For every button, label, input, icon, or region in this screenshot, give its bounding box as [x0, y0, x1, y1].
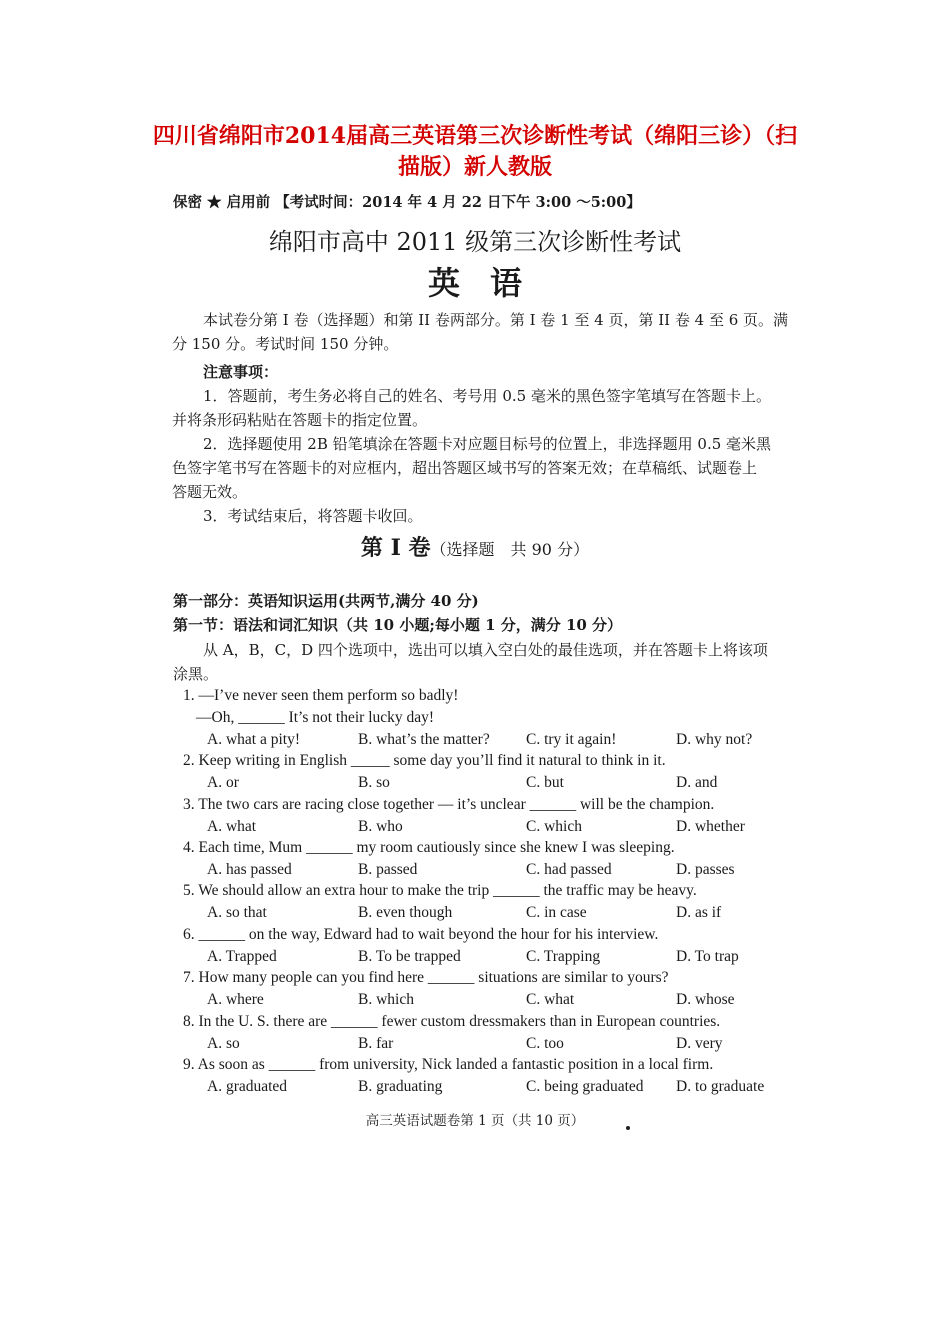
- option-a: A. Trapped: [207, 948, 277, 965]
- option-c: C. what: [526, 991, 575, 1008]
- option-a: A. what a pity!: [207, 731, 300, 748]
- option-c: C. try it again!: [526, 731, 617, 748]
- option-a: A. graduated: [207, 1078, 288, 1095]
- option-b: B. who: [358, 818, 403, 835]
- section1-heading: 第一节：语法和词汇知识（共 10 小题;每小题 1 分，满分 10 分）: [173, 616, 623, 634]
- option-b: B. what’s the matter?: [358, 731, 490, 748]
- question-stem: 8. In the U. S. there are ______ fewer custom dressmakers than in European countries.: [183, 1013, 721, 1030]
- scan-speck: [626, 1126, 630, 1130]
- option-c: C. but: [526, 774, 564, 791]
- part1-heading: 第一部分：英语知识运用(共两节,满分 40 分): [173, 592, 479, 610]
- option-a: A. what: [207, 818, 257, 835]
- option-d: D. and: [676, 774, 718, 791]
- document-title: [130, 121, 820, 183]
- notice-heading: 注意事项：: [203, 363, 279, 381]
- subject-heading: 英语: [427, 264, 552, 302]
- notice-item: 1．答题前，考生务必将自己的姓名、考号用 0.5 毫米的黑色签字笔填写在答题卡上。: [203, 387, 771, 405]
- option-c: C. being graduated: [526, 1078, 644, 1095]
- option-c: C. too: [526, 1035, 564, 1052]
- volume-heading: [0, 531, 950, 562]
- volume-label: 第 I 卷: [360, 535, 431, 561]
- question-stem: 4. Each time, Mum ______ my room cautiously since she knew I was sleeping.: [183, 839, 675, 856]
- option-c: C. Trapping: [526, 948, 601, 965]
- question-stem: 5. We should allow an extra hour to make the trip ______ the traffic may be heavy.: [183, 882, 697, 899]
- notice-item: 3．考试结束后，将答题卡收回。: [203, 507, 423, 525]
- option-b: B. passed: [358, 861, 418, 878]
- question-stem: 9. As soon as ______ from university, Nick landed a fantastic position in a local firm.: [183, 1056, 714, 1073]
- question-stem: 7. How many people can you find here ______ situations are similar to yours?: [183, 969, 669, 986]
- option-d: D. passes: [676, 861, 735, 878]
- notice-item: 答题无效。: [172, 483, 248, 501]
- page-footer: 高三英语试题卷第 1 页（共 10 页）: [365, 1113, 585, 1129]
- question-stem: 2. Keep writing in English _____ some day you’ll find it natural to think in it.: [183, 752, 666, 769]
- option-a: A. has passed: [207, 861, 292, 878]
- instructions-line1: 从 A，B，C，D 四个选项中，选出可以填入空白处的最佳选项，并在答题卡上将该项: [203, 641, 768, 659]
- option-d: D. to graduate: [676, 1078, 765, 1095]
- option-c: C. had passed: [526, 861, 612, 878]
- option-d: D. To trap: [676, 948, 739, 965]
- question-stem: 3. The two cars are racing close together — it’s unclear ______ will be the champion.: [183, 796, 715, 813]
- option-a: A. or: [207, 774, 239, 791]
- option-b: B. far: [358, 1035, 394, 1052]
- option-b: B. which: [358, 991, 414, 1008]
- option-b: B. graduating: [358, 1078, 443, 1095]
- option-a: A. where: [207, 991, 264, 1008]
- question-stem-reply: —Oh, ______ It’s not their lucky day!: [196, 709, 435, 726]
- intro-line1: 本试卷分第 I 卷（选择题）和第 II 卷两部分。第 I 卷 1 至 4 页，第 II 卷 4 至 6 页。满: [203, 311, 789, 329]
- intro-line2: 分 150 分。考试时间 150 分钟。: [172, 335, 399, 353]
- option-d: D. whose: [676, 991, 735, 1008]
- notice-item: 并将条形码粘贴在答题卡的指定位置。: [172, 411, 428, 429]
- document-title-line1: 四川省绵阳市2014届高三英语第三次诊断性考试（绵阳三诊）（扫: [152, 123, 798, 149]
- option-a: A. so that: [207, 904, 267, 921]
- option-a: A. so: [207, 1035, 240, 1052]
- document-title-line2: 描版）新人教版: [397, 154, 552, 180]
- option-b: B. so: [358, 774, 390, 791]
- notice-item: 色签字笔书写在答题卡的对应框内，超出答题区域书写的答案无效；在草稿纸、试题卷上: [172, 459, 758, 477]
- option-c: C. in case: [526, 904, 587, 921]
- question-stem: 6. ______ on the way, Edward had to wait beyond the hour for his interview.: [183, 926, 659, 943]
- question-stem: 1. —I’ve never seen them perform so badly!: [183, 687, 459, 704]
- option-d: D. as if: [676, 904, 722, 921]
- exam-meta-line: 保密 ★ 启用前 【考试时间：2014 年 4 月 22 日下午 3:00 ～5:00】: [173, 194, 641, 211]
- instructions-line2: 涂黑。: [173, 665, 219, 683]
- volume-desc: （选择题 共 90 分）: [430, 540, 590, 559]
- option-d: D. very: [676, 1035, 723, 1052]
- option-b: B. even though: [358, 904, 453, 921]
- notice-item: 2．选择题使用 2B 铅笔填涂在答题卡对应题目标号的位置上，非选择题用 0.5 毫米黑: [203, 435, 772, 453]
- option-b: B. To be trapped: [358, 948, 461, 965]
- option-d: D. whether: [676, 818, 745, 835]
- exam-title: 绵阳市高中 2011 级第三次诊断性考试: [268, 228, 682, 256]
- option-d: D. why not?: [676, 731, 753, 748]
- option-c: C. which: [526, 818, 582, 835]
